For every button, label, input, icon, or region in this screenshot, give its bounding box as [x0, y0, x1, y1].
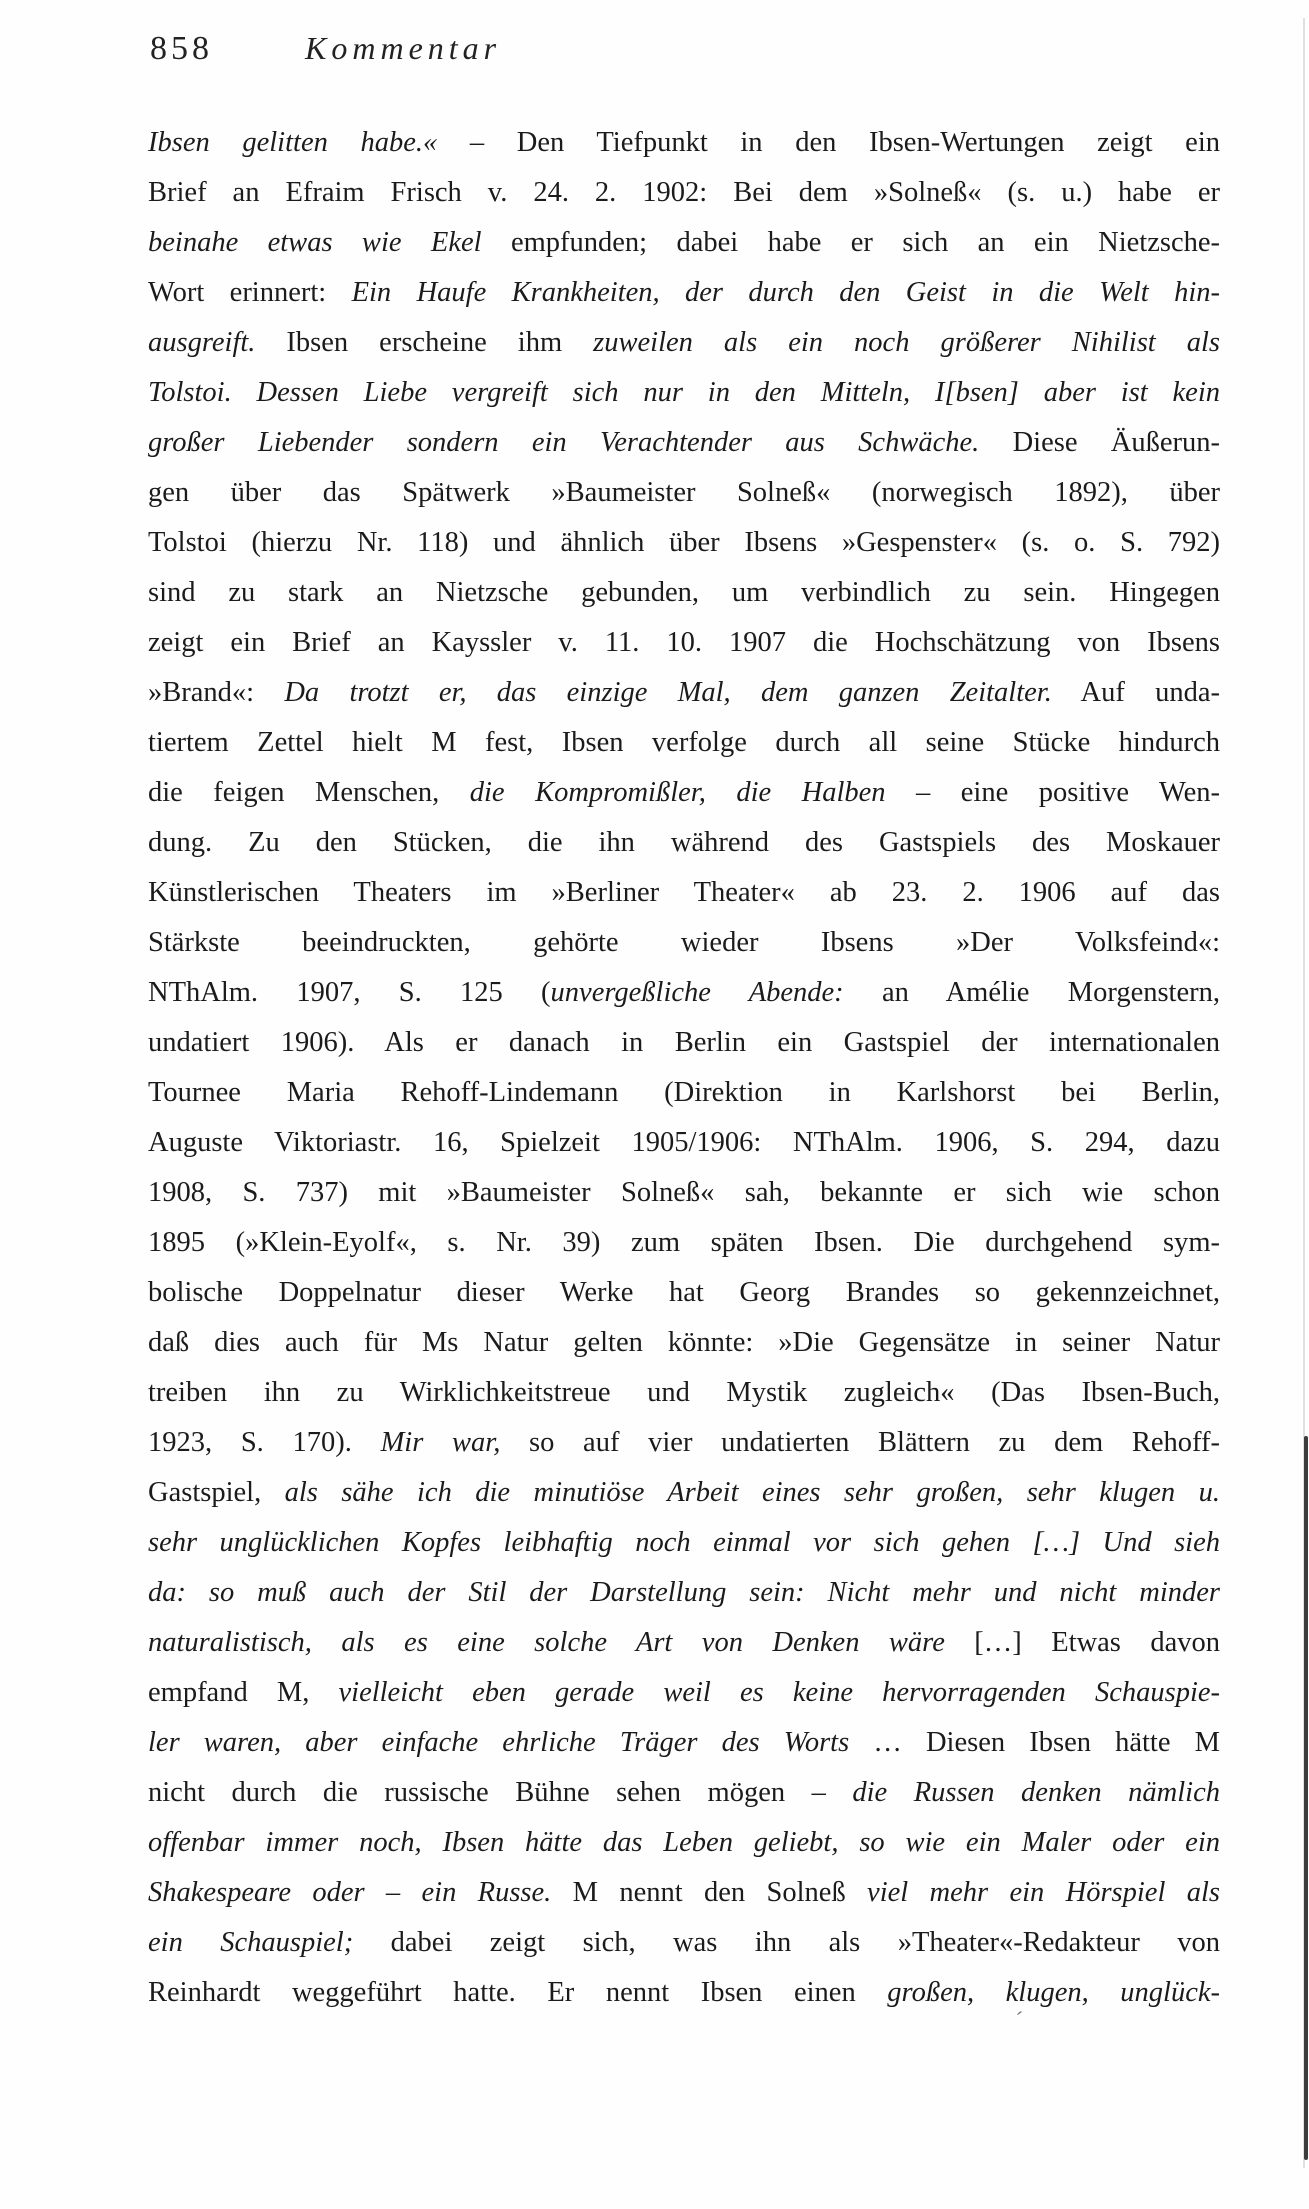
page-number: 858 — [150, 30, 213, 67]
text-line — [148, 368, 1220, 418]
italic-text-segment: großer Liebender sondern ein Verachtender aus Schwäche. — [148, 427, 980, 458]
text-line — [148, 1268, 1220, 1318]
text-line — [148, 168, 1220, 218]
text-line — [148, 118, 1220, 168]
italic-text-segment: Da trotzt er, das einzige Mal, dem ganzen Zeitalter. — [284, 677, 1052, 708]
text-line — [148, 968, 1220, 1018]
text-line — [148, 618, 1220, 668]
text-segment: – Den Tiefpunkt in den Ibsen-Wertungen zeigt ein — [437, 127, 1220, 158]
text-line — [148, 1418, 1220, 1468]
text-segment: bolische Doppelnatur dieser Werke hat Georg Brandes so gekennzeichnet, — [148, 1277, 1220, 1308]
text-segment: Künstlerischen Theaters im »Berliner Theater« ab 23. 2. 1906 auf das — [148, 877, 1220, 908]
text-segment: NThAlm. 1907, S. 125 ( — [148, 977, 551, 1008]
text-line — [148, 1568, 1220, 1618]
italic-text-segment: unvergeßliche Abende: — [550, 977, 844, 1008]
running-head: Kommentar — [305, 30, 502, 66]
scan-edge-artifact-dark — [1304, 1436, 1308, 2160]
text-line — [148, 1318, 1220, 1368]
italic-text-segment: Ein Haufe Krankheiten, der durch den Geist in die Welt hin- — [351, 277, 1221, 308]
italic-text-segment: beinahe etwas wie Ekel — [148, 227, 482, 258]
page-header — [150, 30, 1050, 76]
text-line — [148, 1818, 1220, 1868]
text-segment: Brief an Efraim Frisch v. 24. 2. 1902: Bei dem »Solneß« (s. u.) habe er — [148, 177, 1220, 208]
text-line — [148, 668, 1220, 718]
italic-text-segment: zuweilen als ein noch größerer Nihilist als — [593, 327, 1220, 358]
text-segment: dung. Zu den Stücken, die ihn während des Gastspiels des Moskauer — [148, 827, 1220, 858]
italic-text-segment: ausgreift. — [148, 327, 256, 358]
text-segment: […] Etwas davon — [944, 1627, 1220, 1658]
text-line — [148, 1218, 1220, 1268]
text-line — [148, 1068, 1220, 1118]
text-segment: sind zu stark an Nietzsche gebunden, um verbindlich zu sein. Hingegen — [148, 577, 1220, 608]
text-segment: Ibsen erscheine ihm — [255, 327, 594, 358]
text-segment: gen über das Spätwerk »Baumeister Solneß« (norwegisch 1892), über — [148, 477, 1220, 508]
text-segment: – eine positive Wen- — [885, 777, 1220, 808]
text-segment: Gastspiel, — [148, 1477, 285, 1508]
text-line — [148, 468, 1220, 518]
scan-speck-artifact: ´ — [1009, 2007, 1025, 2033]
text-segment: zeigt ein Brief an Kayssler v. 11. 10. 1907 die Hochschätzung von Ibsens — [148, 627, 1220, 658]
italic-text-segment: ein Schauspiel; — [148, 1927, 354, 1958]
text-block — [148, 118, 1220, 2018]
text-line — [148, 1618, 1220, 1668]
italic-text-segment: sehr unglücklichen Kopfes leibhaftig noch einmal vor sich gehen […] Und sieh — [148, 1527, 1220, 1558]
italic-text-segment: offenbar immer noch, Ibsen hätte das Leben geliebt, so wie ein Maler oder ein — [148, 1827, 1220, 1858]
text-segment: Stärkste beeindruckten, gehörte wieder Ibsens »Der Volksfeind«: — [148, 927, 1220, 958]
text-line — [148, 1918, 1220, 1968]
text-line — [148, 918, 1220, 968]
text-segment: daß dies auch für Ms Natur gelten könnte: »Die Gegensätze in seiner Natur — [148, 1327, 1220, 1358]
text-segment: treiben ihn zu Wirklichkeitstreue und Mystik zugleich« (Das Ibsen-Buch, — [148, 1377, 1220, 1408]
text-line — [148, 1968, 1220, 2018]
text-segment: Diese Äußerun- — [979, 427, 1221, 458]
italic-text-segment: Mir war, — [380, 1427, 501, 1458]
text-segment: Tolstoi (hierzu Nr. 118) und ähnlich über Ibsens »Gespenster« (s. o. S. 792) — [148, 527, 1220, 558]
italic-text-segment: als sähe ich die minutiöse Arbeit eines sehr großen, sehr klugen u. — [284, 1477, 1220, 1508]
italic-text-segment: Ibsen gelitten habe.« — [148, 127, 438, 158]
text-line — [148, 1118, 1220, 1168]
italic-text-segment: die Russen denken nämlich — [852, 1777, 1221, 1808]
text-line — [148, 768, 1220, 818]
text-segment: … Diesen Ibsen hätte M — [849, 1727, 1220, 1758]
text-line — [148, 718, 1220, 768]
text-segment: Reinhardt weggeführt hatte. Er nennt Ibsen einen — [148, 1977, 888, 2008]
text-line — [148, 268, 1220, 318]
italic-text-segment: Tolstoi. Dessen Liebe vergreift sich nur in den Mitteln, I[bsen] aber ist kein — [148, 377, 1220, 408]
text-segment: nicht durch die russische Bühne sehen mögen – — [148, 1777, 853, 1808]
text-line — [148, 868, 1220, 918]
text-line — [148, 318, 1220, 368]
text-segment: empfand M, — [148, 1677, 339, 1708]
text-line — [148, 1768, 1220, 1818]
text-segment: an Amélie Morgenstern, — [843, 977, 1220, 1008]
italic-text-segment: großen, klugen, unglück- — [887, 1977, 1221, 2008]
text-segment: so auf vier undatierten Blättern zu dem Rehoff- — [500, 1427, 1221, 1458]
text-line — [148, 1168, 1220, 1218]
italic-text-segment: da: so muß auch der Stil der Darstellung sein: Nicht mehr und nicht minder — [148, 1577, 1220, 1608]
italic-text-segment: vielleicht eben gerade weil es keine hervorragenden Schauspie- — [338, 1677, 1220, 1708]
text-segment: Auf unda- — [1051, 677, 1221, 708]
text-segment: 1895 (»Klein-Eyolf«, s. Nr. 39) zum späten Ibsen. Die durchgehend sym- — [148, 1227, 1220, 1258]
text-line — [148, 1668, 1220, 1718]
text-line — [148, 418, 1220, 468]
text-segment: 1923, S. 170). — [148, 1427, 381, 1458]
text-segment: Wort erinnert: — [148, 277, 352, 308]
text-segment: Auguste Viktoriastr. 16, Spielzeit 1905/1906: NThAlm. 1906, S. 294, dazu — [148, 1127, 1220, 1158]
text-line — [148, 1718, 1220, 1768]
text-segment: die feigen Menschen, — [148, 777, 470, 808]
text-line — [148, 1468, 1220, 1518]
italic-text-segment: ler waren, aber einfache ehrliche Träger des Worts — [148, 1727, 850, 1758]
text-segment: »Brand«: — [148, 677, 285, 708]
text-segment: Tournee Maria Rehoff-Lindemann (Direktion in Karlshorst bei Berlin, — [148, 1077, 1220, 1108]
text-line — [148, 1018, 1220, 1068]
text-line — [148, 1518, 1220, 1568]
text-line — [148, 518, 1220, 568]
text-line — [148, 1368, 1220, 1418]
text-line — [148, 568, 1220, 618]
text-segment: empfunden; dabei habe er sich an ein Nietzsche- — [481, 227, 1220, 258]
text-segment: dabei zeigt sich, was ihn als »Theater«-Redakteur von — [353, 1927, 1220, 1958]
text-segment: tiertem Zettel hielt M fest, Ibsen verfolge durch all seine Stücke hindurch — [148, 727, 1220, 758]
italic-text-segment: naturalistisch, als es eine solche Art von Denken wäre — [148, 1627, 945, 1658]
italic-text-segment: Shakespeare oder – ein Russe. — [148, 1877, 552, 1908]
text-segment: 1908, S. 737) mit »Baumeister Solneß« sah, bekannte er sich wie schon — [148, 1177, 1220, 1208]
text-line — [148, 1868, 1220, 1918]
italic-text-segment: viel mehr ein Hörspiel als — [867, 1877, 1220, 1908]
text-segment: M nennt den Solneß — [551, 1877, 868, 1908]
italic-text-segment: die Kompromißler, die Halben — [469, 777, 886, 808]
text-line — [148, 218, 1220, 268]
text-segment: undatiert 1906). Als er danach in Berlin ein Gastspiel der internationalen — [148, 1027, 1220, 1058]
text-line — [148, 818, 1220, 868]
